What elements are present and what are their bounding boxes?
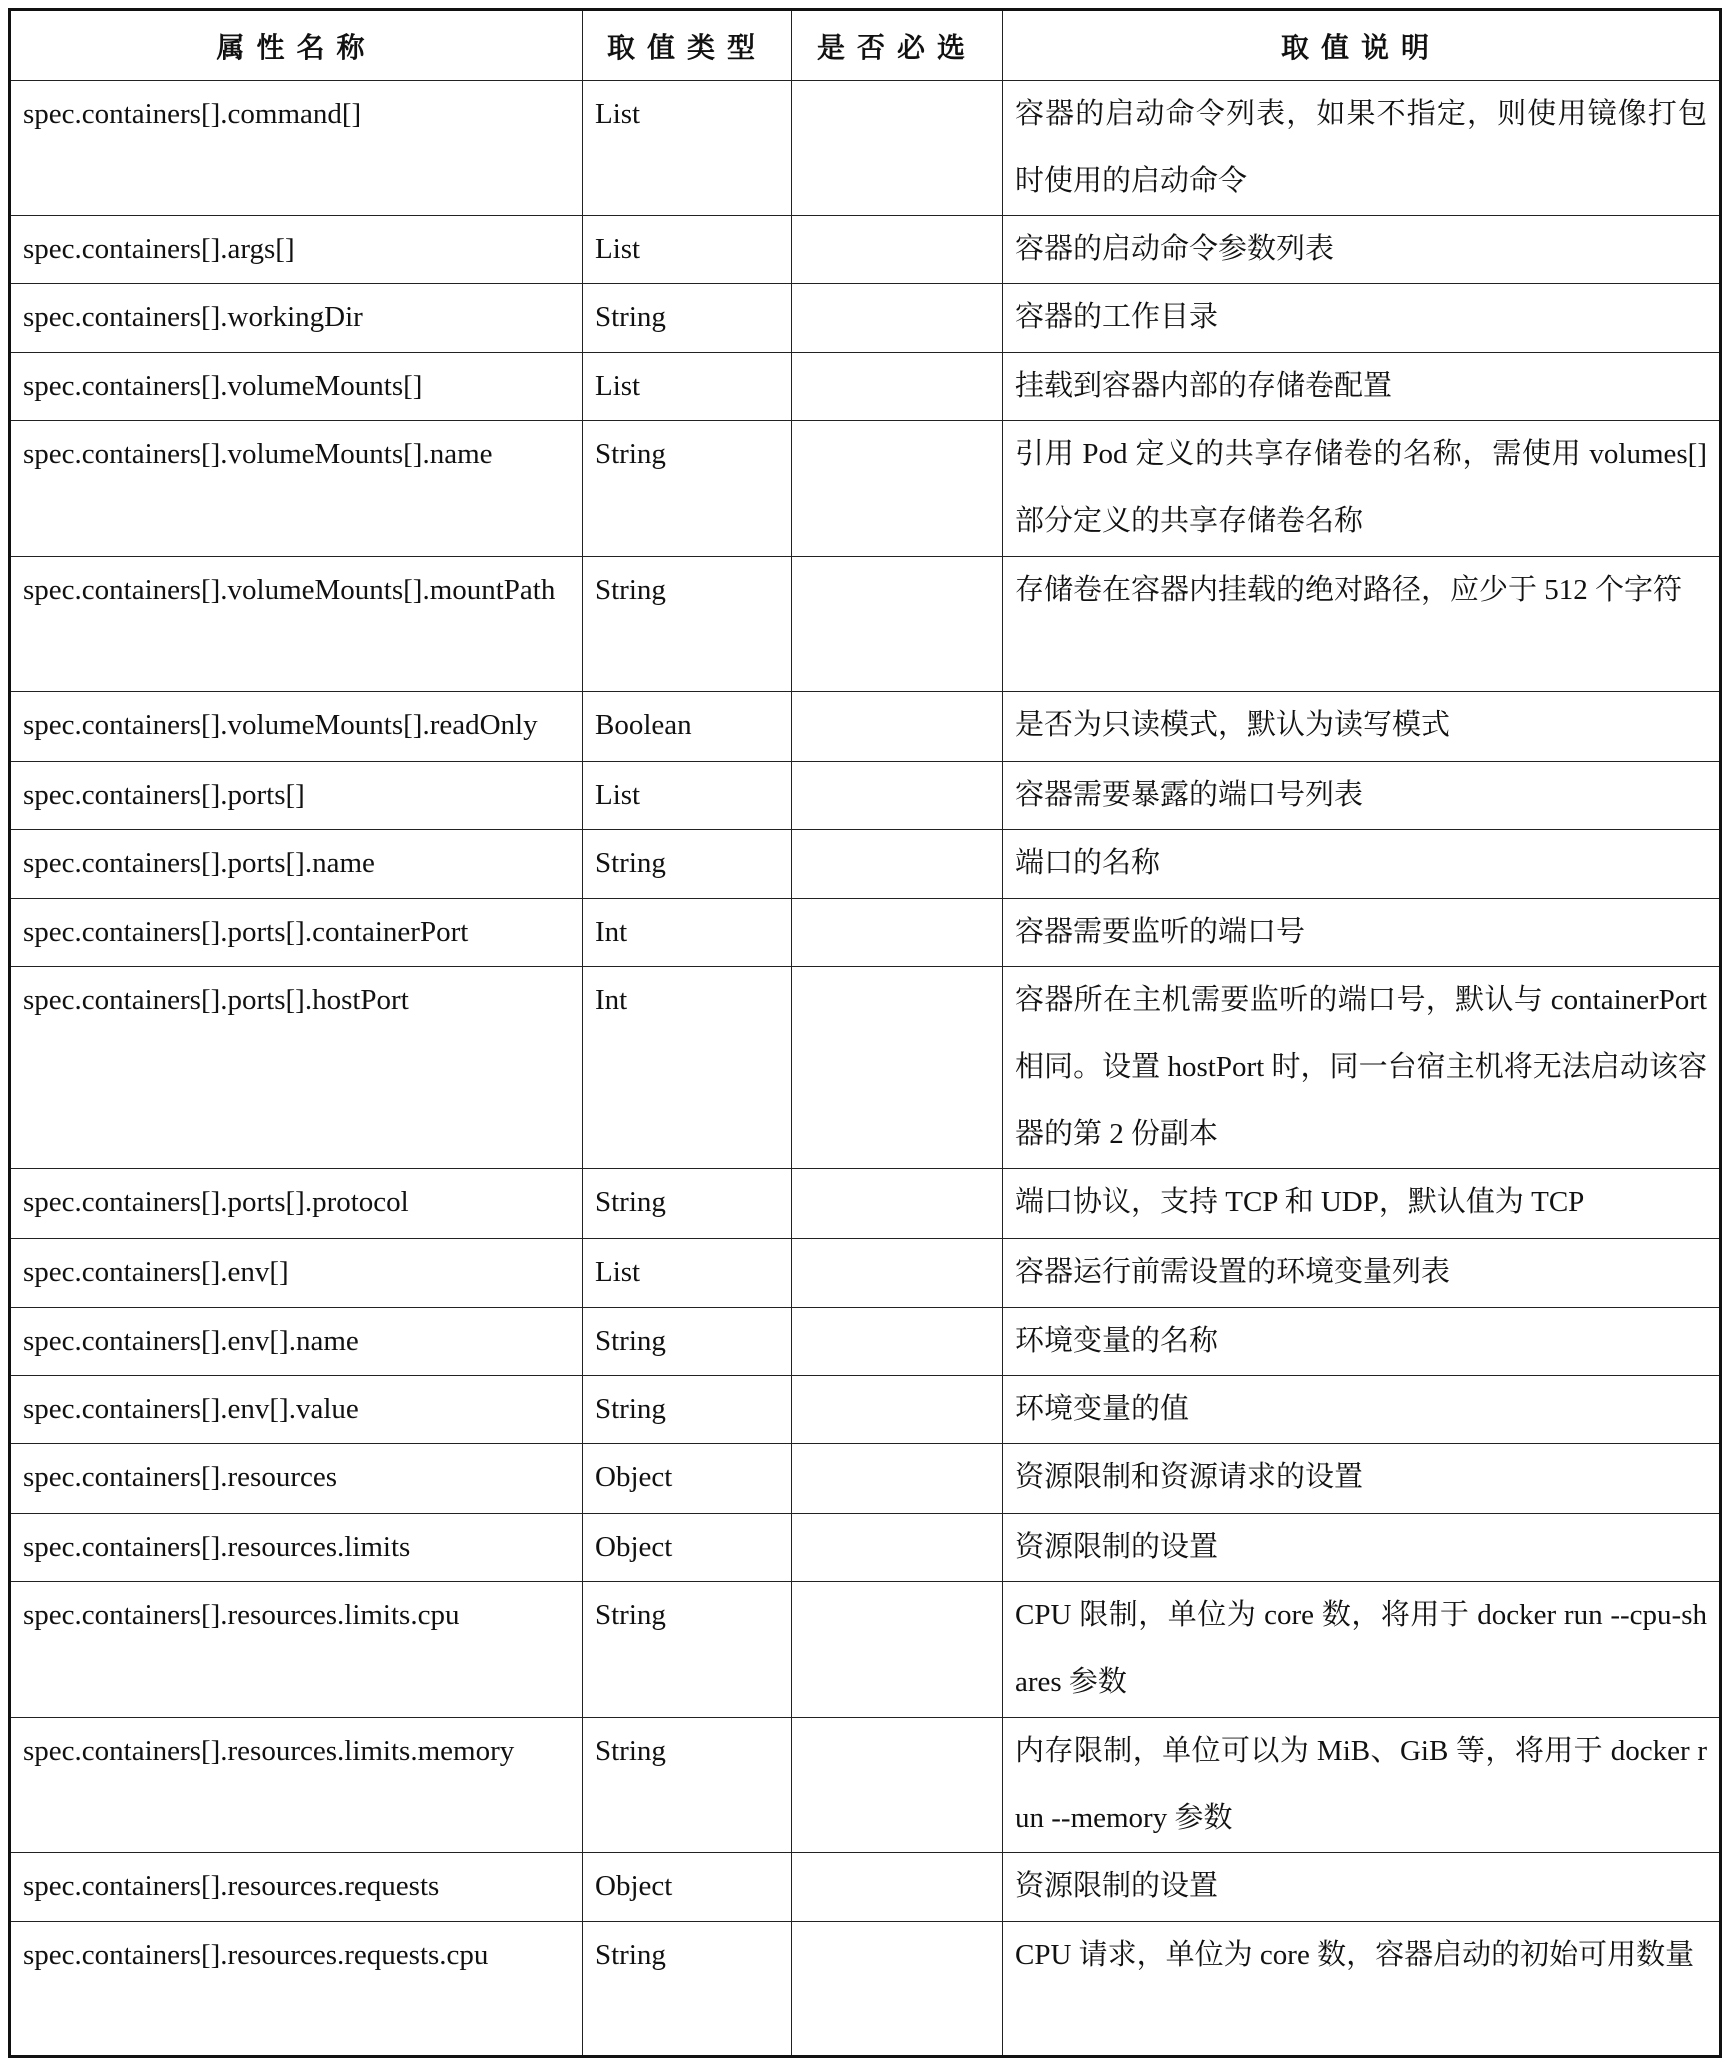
value-type-cell: List <box>583 216 792 284</box>
value-type-cell: String <box>583 1308 792 1376</box>
table-row <box>10 762 1721 830</box>
table-row <box>10 1718 1721 1853</box>
table-row <box>10 1308 1721 1376</box>
description-cell: 是否为只读模式，默认为读写模式 <box>1003 692 1721 762</box>
header-name: 属性名称 <box>10 10 583 81</box>
property-table <box>8 8 1722 2058</box>
table-row <box>10 353 1721 421</box>
required-cell <box>792 1444 1003 1514</box>
value-type-cell: String <box>583 1376 792 1444</box>
property-name-cell: spec.containers[].ports[] <box>10 762 583 830</box>
table-row <box>10 830 1721 899</box>
property-name-cell: spec.containers[].ports[].name <box>10 830 583 899</box>
value-type-cell: Boolean <box>583 692 792 762</box>
table-row <box>10 216 1721 284</box>
property-name-cell: spec.containers[].resources.limits.memory <box>10 1718 583 1853</box>
required-cell <box>792 762 1003 830</box>
header-desc: 取值说明 <box>1003 10 1721 81</box>
property-name-cell: spec.containers[].volumeMounts[].readOnly <box>10 692 583 762</box>
description-cell: 容器运行前需设置的环境变量列表 <box>1003 1239 1721 1308</box>
header-type: 取值类型 <box>583 10 792 81</box>
property-name-cell: spec.containers[].resources.limits.cpu <box>10 1582 583 1718</box>
description-cell: 资源限制的设置 <box>1003 1514 1721 1582</box>
description-cell: 容器的启动命令参数列表 <box>1003 216 1721 284</box>
required-cell <box>792 899 1003 967</box>
property-name-cell: spec.containers[].env[].value <box>10 1376 583 1444</box>
table-row <box>10 692 1721 762</box>
description-cell: 容器所在主机需要监听的端口号，默认与 containerPort 相同。设置 hostPort 时，同一台宿主机将无法启动该容器的第 2 份副本 <box>1003 967 1721 1169</box>
property-name-cell: spec.containers[].resources.limits <box>10 1514 583 1582</box>
value-type-cell: String <box>583 557 792 692</box>
description-cell: 容器的工作目录 <box>1003 284 1721 353</box>
required-cell <box>792 1922 1003 2057</box>
value-type-cell: Object <box>583 1514 792 1582</box>
description-cell: 端口的名称 <box>1003 830 1721 899</box>
description-cell: 资源限制和资源请求的设置 <box>1003 1444 1721 1514</box>
property-name-cell: spec.containers[].volumeMounts[] <box>10 353 583 421</box>
property-name-cell: spec.containers[].env[].name <box>10 1308 583 1376</box>
description-cell: CPU 请求，单位为 core 数，容器启动的初始可用数量 <box>1003 1922 1721 2057</box>
required-cell <box>792 1514 1003 1582</box>
required-cell <box>792 967 1003 1169</box>
property-name-cell: spec.containers[].command[] <box>10 81 583 216</box>
value-type-cell: List <box>583 353 792 421</box>
value-type-cell: Object <box>583 1444 792 1514</box>
table-row <box>10 1376 1721 1444</box>
header-row <box>10 10 1721 81</box>
description-cell: 环境变量的值 <box>1003 1376 1721 1444</box>
value-type-cell: String <box>583 1922 792 2057</box>
required-cell <box>792 1853 1003 1922</box>
table-row <box>10 899 1721 967</box>
property-name-cell: spec.containers[].env[] <box>10 1239 583 1308</box>
table-row <box>10 1922 1721 2057</box>
value-type-cell: Object <box>583 1853 792 1922</box>
description-cell: 环境变量的名称 <box>1003 1308 1721 1376</box>
header-required: 是否必选 <box>792 10 1003 81</box>
description-cell: 挂载到容器内部的存储卷配置 <box>1003 353 1721 421</box>
value-type-cell: String <box>583 421 792 557</box>
value-type-cell: Int <box>583 967 792 1169</box>
required-cell <box>792 692 1003 762</box>
required-cell <box>792 216 1003 284</box>
required-cell <box>792 1582 1003 1718</box>
description-cell: 端口协议，支持 TCP 和 UDP，默认值为 TCP <box>1003 1169 1721 1239</box>
property-name-cell: spec.containers[].resources.requests.cpu <box>10 1922 583 2057</box>
description-cell: 容器的启动命令列表，如果不指定，则使用镜像打包时使用的启动命令 <box>1003 81 1721 216</box>
description-cell: 容器需要暴露的端口号列表 <box>1003 762 1721 830</box>
value-type-cell: String <box>583 1169 792 1239</box>
required-cell <box>792 81 1003 216</box>
property-name-cell: spec.containers[].ports[].protocol <box>10 1169 583 1239</box>
value-type-cell: String <box>583 830 792 899</box>
table-row <box>10 1169 1721 1239</box>
required-cell <box>792 1169 1003 1239</box>
table-row <box>10 967 1721 1169</box>
property-name-cell: spec.containers[].resources.requests <box>10 1853 583 1922</box>
description-cell: CPU 限制，单位为 core 数，将用于 docker run --cpu-shares 参数 <box>1003 1582 1721 1718</box>
value-type-cell: List <box>583 762 792 830</box>
property-name-cell: spec.containers[].args[] <box>10 216 583 284</box>
property-name-cell: spec.containers[].volumeMounts[].name <box>10 421 583 557</box>
table-row <box>10 421 1721 557</box>
property-name-cell: spec.containers[].resources <box>10 1444 583 1514</box>
table-row <box>10 557 1721 692</box>
table-row <box>10 1444 1721 1514</box>
property-name-cell: spec.containers[].ports[].containerPort <box>10 899 583 967</box>
required-cell <box>792 284 1003 353</box>
property-name-cell: spec.containers[].ports[].hostPort <box>10 967 583 1169</box>
value-type-cell: String <box>583 1582 792 1718</box>
description-cell: 引用 Pod 定义的共享存储卷的名称，需使用 volumes[]部分定义的共享存储卷名称 <box>1003 421 1721 557</box>
description-cell: 存储卷在容器内挂载的绝对路径，应少于 512 个字符 <box>1003 557 1721 692</box>
value-type-cell: Int <box>583 899 792 967</box>
table-row <box>10 284 1721 353</box>
required-cell <box>792 1308 1003 1376</box>
value-type-cell: String <box>583 284 792 353</box>
description-cell: 资源限制的设置 <box>1003 1853 1721 1922</box>
required-cell <box>792 1718 1003 1853</box>
required-cell <box>792 557 1003 692</box>
description-cell: 内存限制，单位可以为 MiB、GiB 等，将用于 docker run --memory 参数 <box>1003 1718 1721 1853</box>
value-type-cell: String <box>583 1718 792 1853</box>
value-type-cell: List <box>583 81 792 216</box>
property-name-cell: spec.containers[].volumeMounts[].mountPath <box>10 557 583 692</box>
required-cell <box>792 353 1003 421</box>
property-name-cell: spec.containers[].workingDir <box>10 284 583 353</box>
table-row <box>10 1853 1721 1922</box>
required-cell <box>792 1239 1003 1308</box>
description-cell: 容器需要监听的端口号 <box>1003 899 1721 967</box>
required-cell <box>792 1376 1003 1444</box>
table-row <box>10 1582 1721 1718</box>
table-row <box>10 1514 1721 1582</box>
value-type-cell: List <box>583 1239 792 1308</box>
required-cell <box>792 830 1003 899</box>
table-row <box>10 1239 1721 1308</box>
table-row <box>10 81 1721 216</box>
required-cell <box>792 421 1003 557</box>
